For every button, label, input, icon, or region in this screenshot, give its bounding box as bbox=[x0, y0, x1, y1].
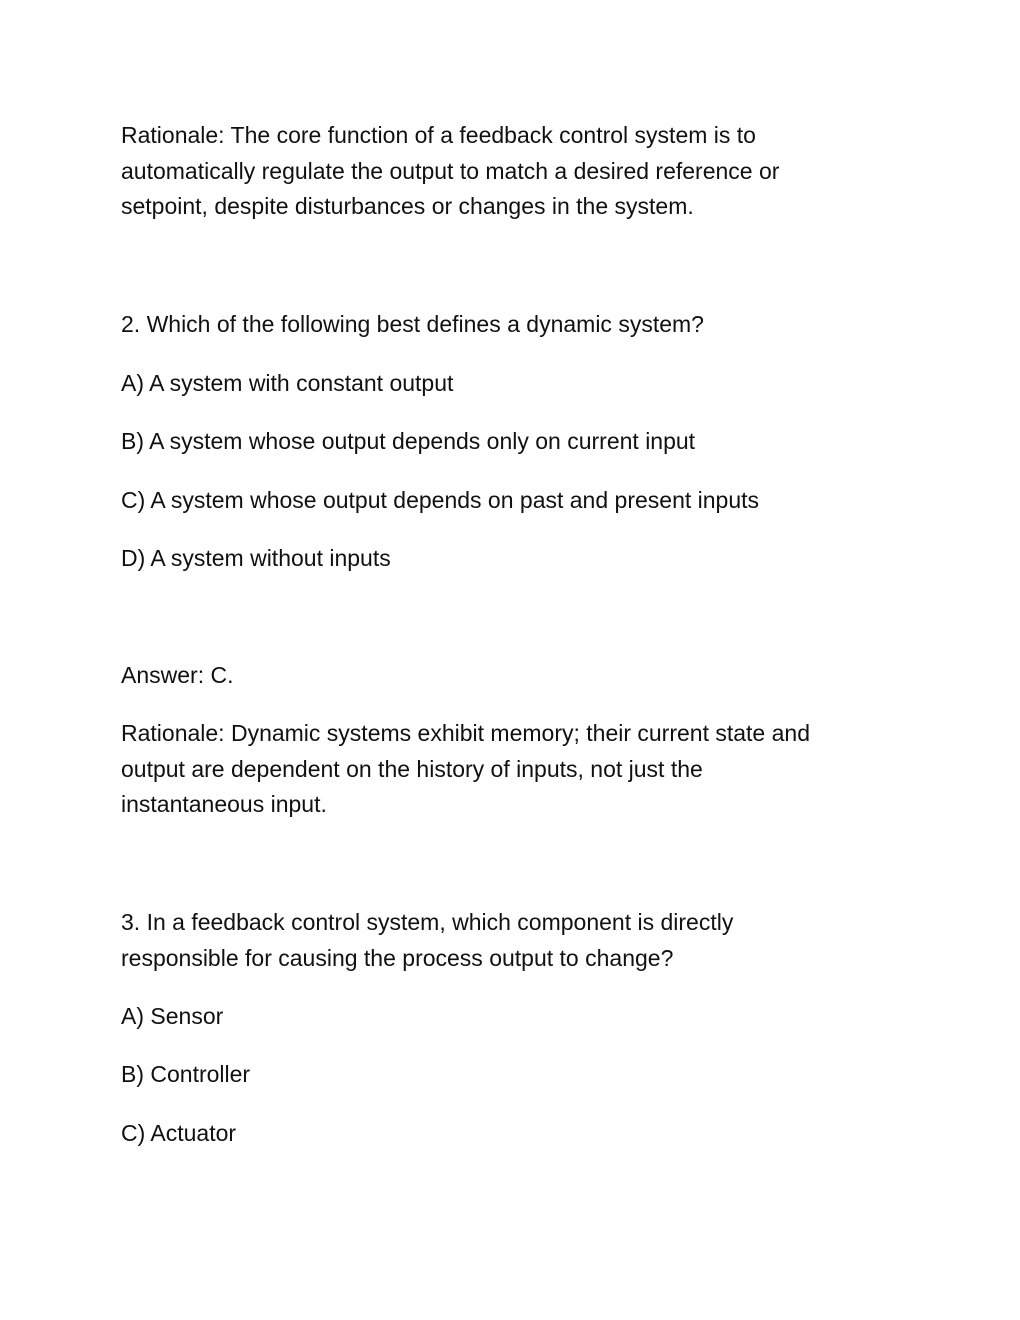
q3-option-a bbox=[121, 999, 881, 1035]
q2-rationale-line-1: Rationale: Dynamic systems exhibit memory; their current state and bbox=[121, 720, 810, 746]
q2-option-a bbox=[121, 366, 881, 402]
q3-question bbox=[121, 905, 881, 976]
q2-option-c bbox=[121, 483, 881, 519]
q3-option-b bbox=[121, 1057, 881, 1093]
q2-option-b-text: B) A system whose output depends only on current input bbox=[121, 428, 696, 454]
q1-rationale bbox=[121, 118, 881, 225]
q1-rationale-line-1: Rationale: The core function of a feedback control system is to bbox=[121, 122, 756, 148]
q3-option-a-text: A) Sensor bbox=[121, 1003, 224, 1029]
q3-option-c-text: C) Actuator bbox=[121, 1120, 237, 1146]
q2-question-text: 2. Which of the following best defines a dynamic system? bbox=[121, 311, 704, 337]
q3-question-line-1: 3. In a feedback control system, which component is directly bbox=[121, 909, 734, 935]
q2-answer-text: Answer: C. bbox=[121, 662, 234, 688]
q3-option-c bbox=[121, 1116, 881, 1152]
q3-question-line-2: responsible for causing the process output to change? bbox=[121, 944, 674, 971]
q1-rationale-line-2: automatically regulate the output to match a desired reference or bbox=[121, 157, 780, 184]
q1-rationale-line-3: setpoint, despite disturbances or changes in the system. bbox=[121, 193, 694, 219]
q2-option-d bbox=[121, 541, 881, 577]
q2-rationale-line-2: output are dependent on the history of inputs, not just the bbox=[121, 755, 703, 782]
q2-answer bbox=[121, 658, 881, 694]
q2-option-b bbox=[121, 424, 881, 460]
q2-option-c-text: C) A system whose output depends on past and present inputs bbox=[121, 487, 760, 513]
q2-question bbox=[121, 307, 881, 343]
q2-option-d-text: D) A system without inputs bbox=[121, 545, 391, 571]
q3-option-b-text: B) Controller bbox=[121, 1061, 251, 1087]
q2-rationale-line-3: instantaneous input. bbox=[121, 791, 327, 817]
q2-option-a-text: A) A system with constant output bbox=[121, 370, 454, 396]
q2-rationale bbox=[121, 716, 881, 823]
